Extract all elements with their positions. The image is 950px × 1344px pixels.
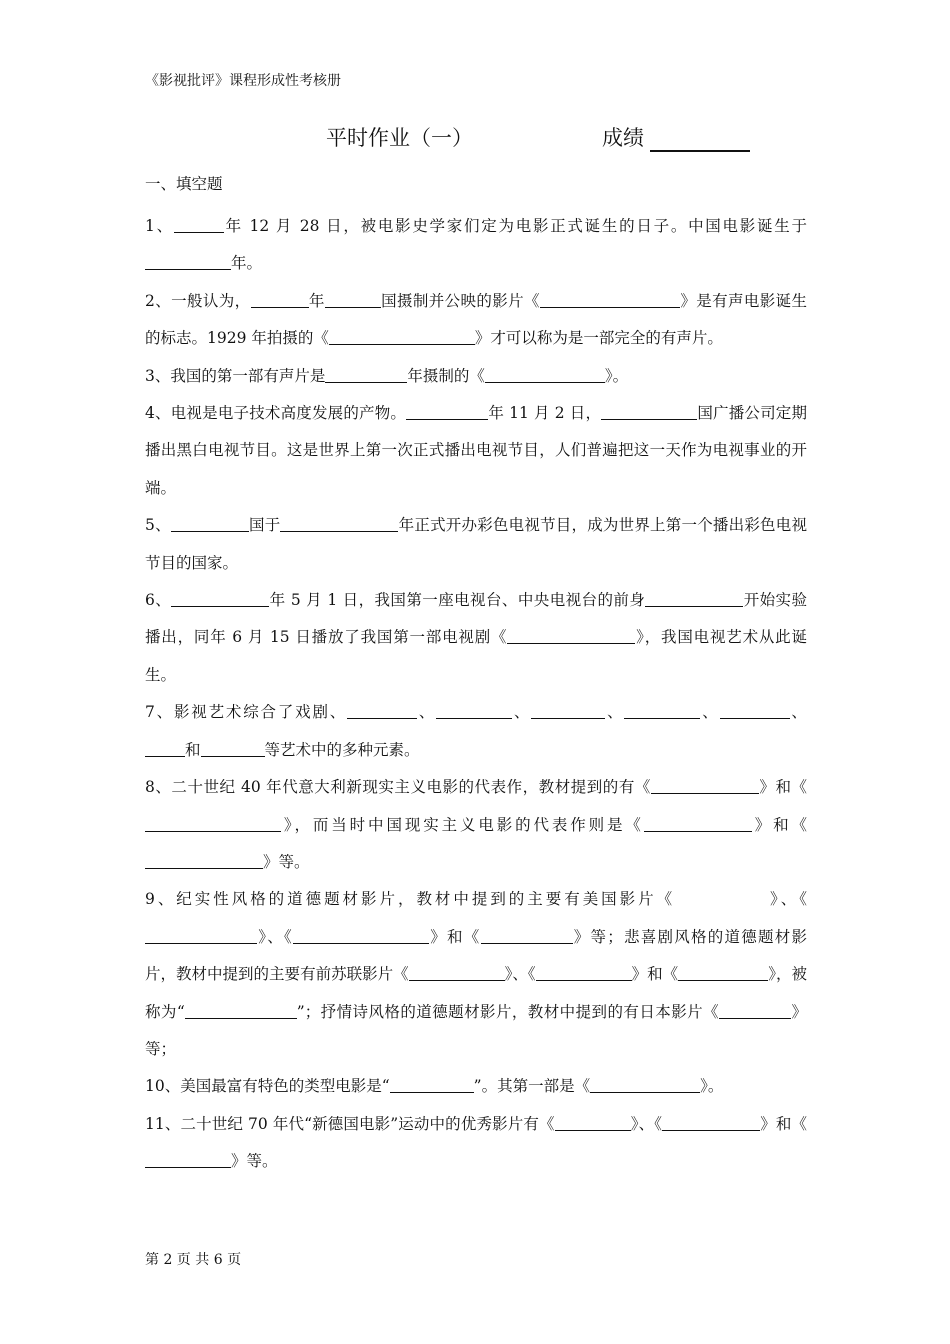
question-2: 2、一般认为， 年 国摄制并公映的影片《 》是有声电影诞生的标志。1929 年拍摄的《 》才可以称为是一部完全的有声片。	[145, 291, 807, 348]
answer-blank[interactable]	[531, 702, 605, 719]
answer-blank[interactable]	[201, 739, 265, 756]
score-blank[interactable]	[650, 150, 750, 152]
question-11: 11、二十世纪 70 年代“新德国电影”运动中的优秀影片有《 》、《 》和《》等。	[145, 1114, 807, 1171]
answer-blank[interactable]	[624, 702, 700, 719]
answer-blank[interactable]	[325, 365, 407, 382]
answer-blank[interactable]	[293, 926, 429, 943]
answer-blank[interactable]	[409, 964, 505, 981]
answer-blank[interactable]	[720, 702, 790, 719]
answer-blank[interactable]	[145, 926, 257, 943]
questions	[145, 208, 807, 1181]
page-title: 平时作业（一）	[326, 126, 473, 150]
answer-blank[interactable]	[171, 590, 269, 607]
answer-blank[interactable]	[662, 1113, 760, 1130]
question-3: 3、我国的第一部有声片是 年摄制的《 》。	[145, 366, 629, 385]
answer-blank[interactable]	[171, 515, 249, 532]
page-header: 《影视批评》课程形成性考核册	[145, 73, 341, 89]
question-4: 4、电视是电子技术高度发展的产物。 年 11 月 2 日， 国广播公司定期播出黑白电视节目。这是世界上第一次正式播出电视节目，人们普遍把这一天作为电视事业的开端。	[145, 404, 807, 497]
question-6: 6、 年 5 月 1 日，我国第一座电视台、中央电视台的前身 开始实验播出，同年 6 月 15 日播放了我国第一部电视剧《 》，我国电视艺术从此诞生。	[145, 591, 807, 684]
answer-blank[interactable]	[540, 291, 680, 308]
answer-blank[interactable]	[590, 1076, 700, 1093]
answer-blank[interactable]	[174, 216, 224, 233]
question-7: 7、影视艺术综合了戏剧、 、 、 、 、 、和 等艺术中的多种元素。	[145, 703, 807, 759]
answer-blank[interactable]	[536, 964, 632, 981]
answer-blank[interactable]	[481, 926, 573, 943]
answer-blank[interactable]	[678, 964, 768, 981]
answer-blank[interactable]	[406, 403, 488, 420]
answer-blank[interactable]	[645, 590, 743, 607]
answer-blank[interactable]	[436, 702, 512, 719]
question-5: 5、 国于 年正式开办彩色电视节目，成为世界上第一个播出彩色电视节目的国家。	[145, 516, 807, 572]
question-9: 9、纪实性风格的道德题材影片，教材中提到的主要有美国影片《 》、《》、《 》和《 》等；悲喜剧风格的道德题材影片，教材中提到的主要有前苏联影片《 》、《 》和《 》，被称为“ ”；抒情诗风格的道德题材影片，教材中提到的有日本影片《 》等；	[145, 890, 807, 1058]
score-label: 成绩	[602, 126, 644, 150]
question-1: 1、 年 12 月 28 日，被电影史学家们定为电影正式诞生的日子。中国电影诞生于年。	[145, 217, 807, 273]
section-heading: 一、填空题	[145, 175, 223, 193]
answer-blank[interactable]	[145, 739, 185, 756]
answer-blank[interactable]	[280, 515, 398, 532]
answer-blank[interactable]	[719, 1001, 791, 1018]
answer-blank[interactable]	[507, 627, 635, 644]
page-footer: 第 2 页 共 6 页	[145, 1252, 242, 1268]
question-10: 10、美国最富有特色的类型电影是“ ”。其第一部是《 》。	[145, 1077, 724, 1096]
answer-blank[interactable]	[325, 291, 381, 308]
answer-blank[interactable]	[145, 814, 281, 831]
answer-blank[interactable]	[145, 1151, 231, 1168]
answer-blank[interactable]	[185, 1001, 297, 1018]
answer-blank[interactable]	[329, 328, 475, 345]
answer-blank[interactable]	[651, 777, 759, 794]
title-row	[0, 122, 950, 158]
answer-blank[interactable]	[644, 814, 752, 831]
answer-blank[interactable]	[145, 852, 263, 869]
answer-blank[interactable]	[555, 1113, 631, 1130]
answer-blank[interactable]	[390, 1076, 474, 1093]
question-8: 8、二十世纪 40 年代意大利新现实主义电影的代表作，教材提到的有《 》和《》，而当时中国现实主义电影的代表作则是《 》和《》等。	[145, 778, 807, 871]
answer-blank[interactable]	[485, 365, 605, 382]
answer-blank[interactable]	[347, 702, 417, 719]
answer-blank[interactable]	[251, 291, 309, 308]
answer-blank[interactable]	[601, 403, 697, 420]
answer-blank[interactable]	[145, 253, 231, 270]
